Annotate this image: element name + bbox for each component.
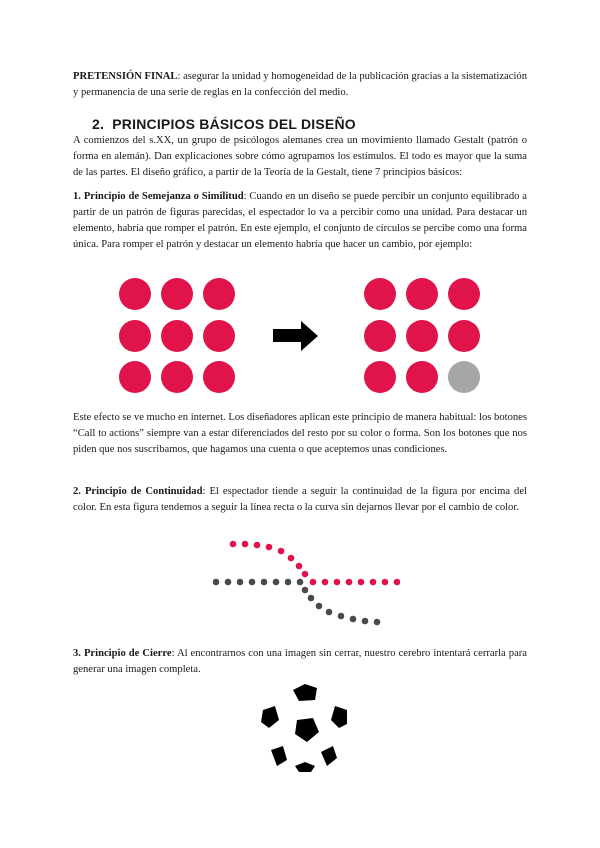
circle [119, 278, 151, 310]
circle [203, 361, 235, 393]
circle [364, 278, 396, 310]
similarity-text: : Cuando en un diseño se puede percibir un conjunto equilibrado a partir de un patrón de figuras parecidas, el espectador lo va a percibir como una unidad. Para destacar un elemento, habría que romper el patrón. En este ejemplo, el conjunto de círculos se percibe como una forma única. Para romper el patrón y destacar un elemento habría que hacer un cambio, por ejemplo: [73, 191, 527, 250]
section-heading [92, 116, 356, 132]
circle [448, 320, 480, 352]
circle [161, 320, 193, 352]
arrow-right-icon [273, 321, 318, 351]
section-intro-paragraph: A comienzos del s.XX, un grupo de psicólogos alemanes crea un movimiento llamado Gestalt (patrón o forma en alemán). Dan explicaciones sobre cómo agrupamos los estímulos. El todo es mayor que la suma de las partes. El diseño gráfico, a partir de la Teoría de la Gestalt, tiene 7 principios básicos: [73, 135, 527, 178]
circle [406, 361, 438, 393]
section-title: PRINCIPIOS BÁSICOS DEL DISEÑO [112, 116, 356, 132]
soccer-ball-icon [255, 680, 355, 775]
left-circle-grid [119, 278, 235, 393]
circle [406, 320, 438, 352]
circle [161, 278, 193, 310]
similarity-paragraph [73, 189, 527, 253]
circle [161, 361, 193, 393]
continuity-illustration [200, 532, 400, 632]
similarity-illustration [100, 270, 500, 400]
circle [448, 278, 480, 310]
circle [364, 361, 396, 393]
intro-label: PRETENSIÓN FINAL [73, 71, 178, 82]
circle [203, 278, 235, 310]
section-number: 2. [92, 116, 105, 132]
closure-paragraph [73, 646, 527, 678]
red-dotted-curve [230, 541, 400, 586]
continuity-paragraph [73, 484, 527, 516]
intro-paragraph [73, 69, 527, 101]
intro-text: : asegurar la unidad y homogeneidad de la publicación gracias a la sistematización y permanencia de una serie de reglas en la confección del medio. [73, 71, 528, 98]
circle [364, 320, 396, 352]
closure-text: : Al encontrarnos con una imagen sin cerrar, nuestro cerebro intentará cerrarla para generar una imagen completa. [73, 648, 527, 675]
right-circle-grid [364, 278, 480, 393]
continuity-title: 2. Principio de Continuidad [73, 486, 203, 497]
circle [203, 320, 235, 352]
continuity-text: : El espectador tiende a seguir la continuidad de la figura por encima del color. En esta figura tendemos a seguir la línea recta o la curva sin dejarnos llevar por el cambio de color. [73, 486, 527, 513]
similarity-followup-paragraph: Este efecto se ve mucho en internet. Los diseñadores aplican este principio de manera habitual: los botones “Call to actions” siempre van a estar diferenciados del resto por su color o forma. Son los botones que nos piden que nos suscribamos, que hagamos una cuenta o que aceptemos unas condiciones. [73, 412, 527, 455]
circle [406, 278, 438, 310]
circle [119, 320, 151, 352]
gray-dotted-line [213, 579, 381, 626]
closure-title: 3. Principio de Cierre [73, 648, 172, 659]
highlighted-gray-circle [448, 361, 480, 393]
similarity-title: 1. Principio de Semejanza o Similitud [73, 191, 244, 202]
circle [119, 361, 151, 393]
